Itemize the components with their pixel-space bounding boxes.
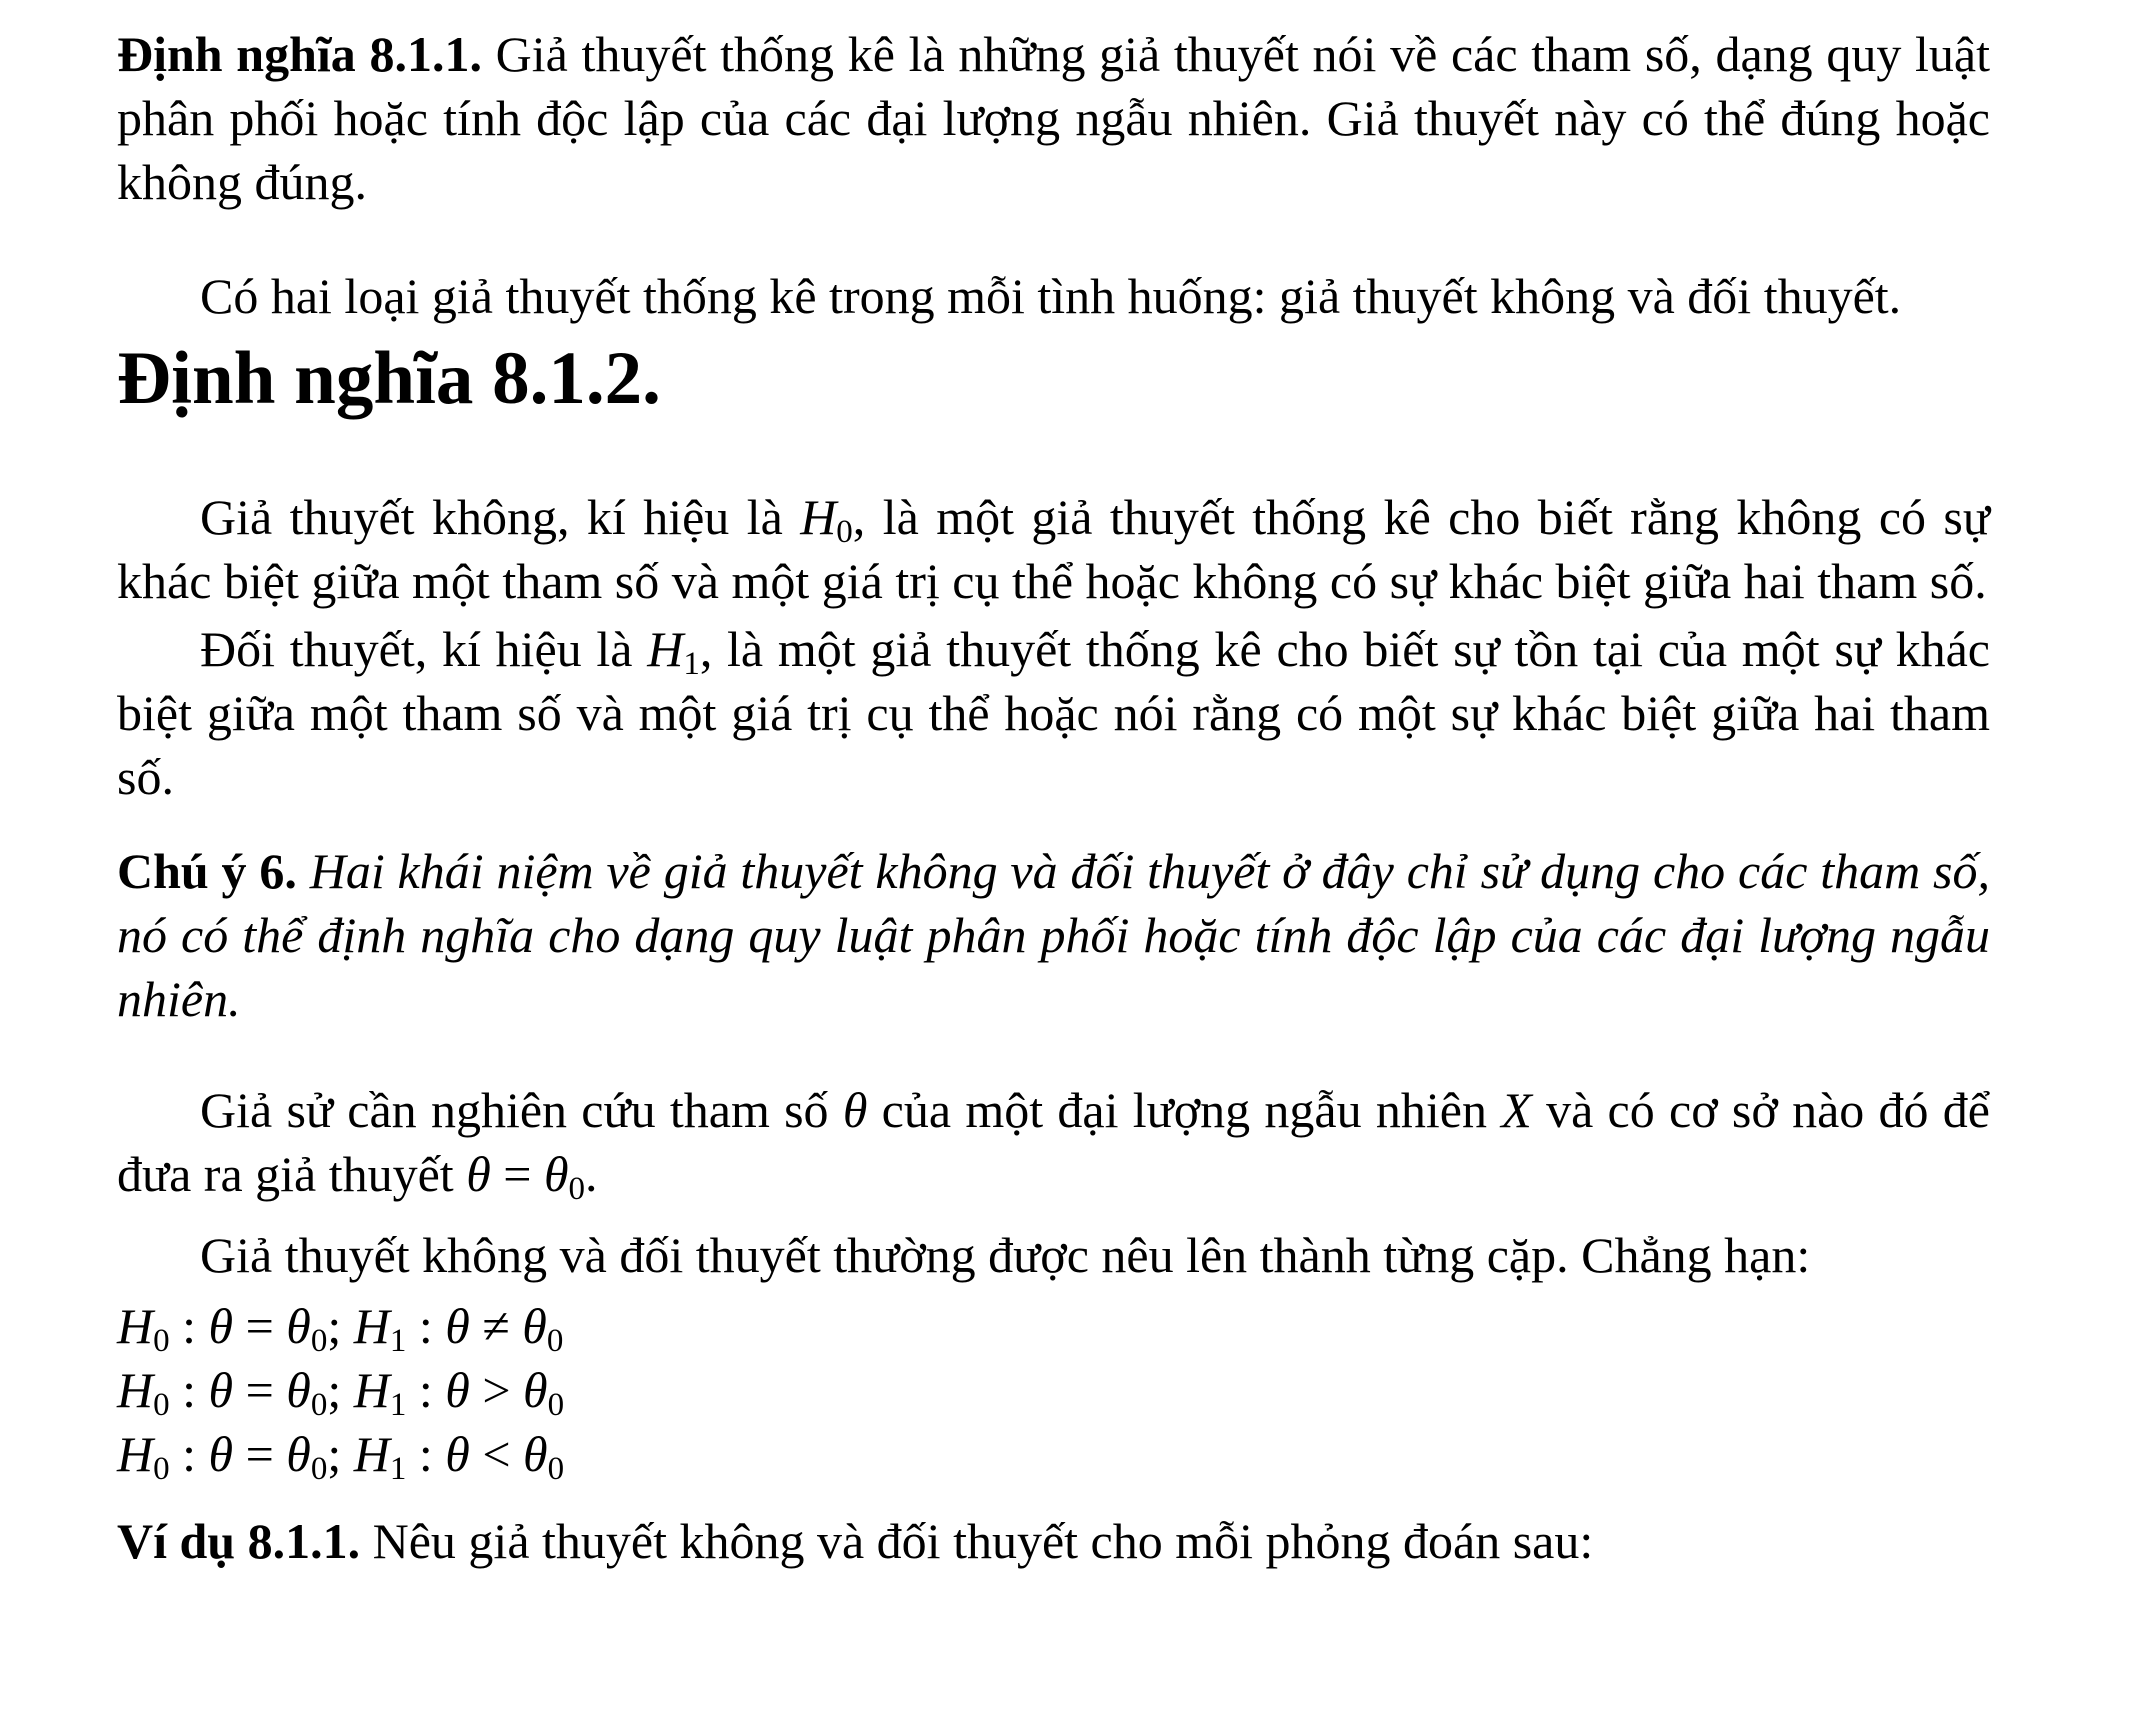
hypothesis-pairs-intro-paragraph [117,1223,1990,1287]
note-6-paragraph: Chú ý 6. Hai khái niệm về giả thuyết không và đối thuyết ở đây chỉ sử dụng cho các tham số, nó có thể định nghĩa cho dạng quy luật phân phối hoặc tính độc lập của các đại lượng ngẫu nhiên. [117,843,1991,1027]
hypothesis-pair-line-two-sided: $H_0$ : $\theta = \theta_0$; $H_1$ : $\theta \ne \theta_0$ [117,1298,564,1359]
alternative-hypothesis-paragraph: Đối thuyết, kí hiệu là $H_1$, là một giả thuyết thống kê cho biết sự tồn tại của một sự khác biệt giữa một tham số và một giá trị cụ thể hoặc nói rằng có một sự khác biệt giữa hai tham số. [117,621,1990,805]
definition-8-1-2-heading [117,337,1990,420]
paragraph-text: Có hai loại giả thuyết thống kê trong mỗi tình huống: giả thuyết không và đối thuyết. [200,268,1902,324]
paragraph-text: Giả thuyết không và đối thuyết thường được nêu lên thành từng cặp. Chẳng hạn: [200,1227,1811,1283]
theta-assumption-paragraph: Giả sử cần nghiên cứu tham số θ của một đại lượng ngẫu nhiên X và có cơ sở nào đó để đưa ra giả thuyết $\theta = \theta_0$. [117,1082,1990,1207]
hypothesis-pairs-block [117,1294,1990,1486]
two-types-paragraph [117,264,1990,328]
hypothesis-pair-line-right-sided: $H_0$ : $\theta = \theta_0$; $H_1$ : $\theta > \theta_0$ [117,1362,565,1423]
null-hypothesis-paragraph: Giả thuyết không, kí hiệu là $H_0$, là một giả thuyết thống kê cho biết rằng không có sự khác biệt giữa một tham số và một giá trị cụ thể hoặc không có sự khác biệt giữa hai tham số. [117,489,1990,609]
definition-8-1-1-paragraph: Định nghĩa 8.1.1. Giả thuyết thống kê là những giả thuyết nói về các tham số, dạng quy luật phân phối hoặc tính độc lập của các đại lượng ngẫu nhiên. Giả thuyết này có thể đúng hoặc không đúng. [117,26,1990,210]
hypothesis-pair-line-left-sided: $H_0$ : $\theta = \theta_0$; $H_1$ : $\theta < \theta_0$ [117,1426,565,1487]
example-8-1-1-paragraph: Ví dụ 8.1.1. Nêu giả thuyết không và đối thuyết cho mỗi phỏng đoán sau: [117,1513,1594,1569]
heading-text: Định nghĩa 8.1.2. [117,337,661,420]
